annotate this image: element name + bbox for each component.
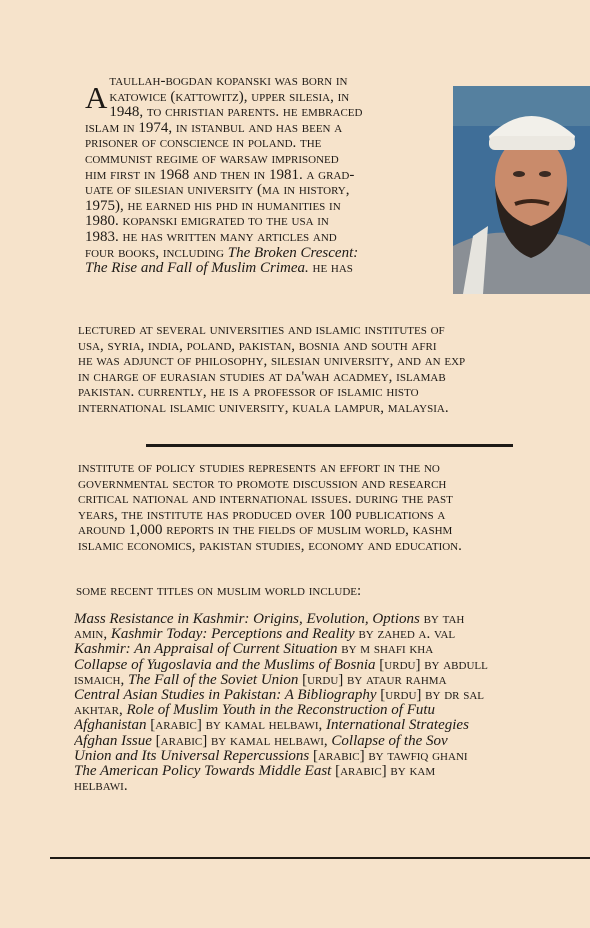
bio-line: he was adjunct of philosophy, silesian university, and an exp (78, 354, 466, 370)
book-title: The American Policy Towards Middle East (74, 764, 332, 780)
institute-description (78, 461, 590, 555)
title-entry-line (74, 658, 590, 673)
author-photo (453, 86, 590, 294)
book-title: Union and Its Universal Repercussions (74, 748, 310, 764)
bio-line: communist regime of warsaw imprisoned (85, 151, 339, 167)
title-author-text: [arabic] by kamal helbawi, (151, 733, 332, 749)
bio-line: pakistan. currently, he is a professor of islamic histo (78, 385, 419, 401)
bio-line (85, 246, 437, 262)
title-author-text: [arabic] by kamal helbawi, (146, 718, 327, 734)
book-title: The Rise and Fall of Muslim Crimea. (85, 261, 309, 277)
title-entry-line (74, 627, 590, 642)
bio-line: uate of silesian university (ma in history, (85, 183, 350, 199)
book-title: Central Asian Studies in Pakistan: A Bibliography (74, 688, 377, 704)
title-author-text: by zahed a. val (354, 627, 456, 643)
title-author-text: helbawi. (74, 779, 128, 795)
author-bio-top (85, 69, 437, 277)
title-author-text: [urdu] by abdull (375, 657, 488, 673)
title-author-text: by tah (419, 612, 465, 627)
bio-line: international islamic university, kuala lampur, malaysia. (78, 400, 449, 416)
bio-line: katowice (kattowitz), upper silesia, in (109, 89, 350, 105)
bio-line: 1980. kopanski emigrated to the usa in (85, 214, 329, 230)
book-title: Collapse of the Sov (331, 733, 448, 749)
bio-line (85, 261, 437, 277)
bio-line: 1983. he has written many articles and (85, 229, 337, 245)
book-title: Collapse of Yugoslavia and the Muslims of Bosnia (74, 657, 376, 673)
divider-rule (146, 444, 513, 447)
bio-line: islam in 1974, in istanbul and has been a (85, 120, 343, 136)
ips-line: years, the institute has produced over 100 publications a (78, 507, 446, 523)
book-title: Kashmir Today: Perceptions and Reality (110, 627, 355, 643)
title-entry-line (74, 764, 590, 779)
ips-line: around 1,000 reports in the fields of muslim world, kashm (78, 523, 453, 539)
title-author-text: by m shafi kha (337, 642, 434, 658)
title-entry-line (74, 734, 590, 749)
bio-line: 1948, to christian parents. he embraced (109, 105, 363, 121)
bio-line: prisoner of conscience in poland. the (85, 136, 322, 152)
ips-line: institute of policy studies represents an effort in the no (78, 461, 440, 476)
bio-line: lectured at several universities and islamic institutes of (78, 323, 445, 338)
title-entry-line (74, 642, 590, 657)
title-entry-line (74, 718, 590, 733)
bio-line: usa, syria, india, poland, pakistan, bosnia and south afri (78, 338, 437, 354)
book-title: Afghan Issue (74, 733, 152, 749)
book-title: Afghanistan (74, 718, 147, 734)
title-entry-line (74, 673, 590, 688)
bio-line: him first in 1968 and then in 1981. a grad- (85, 167, 355, 183)
title-author-text: [urdu] by ataur rahma (298, 672, 447, 688)
bottom-rule (50, 857, 590, 859)
book-title: International Strategies (326, 718, 469, 734)
book-title: The Broken Crescent: (227, 245, 359, 261)
title-author-text: akhtar, (74, 703, 127, 719)
recent-titles-list (74, 612, 590, 794)
title-entry-line (74, 703, 590, 718)
title-entry-line (74, 688, 590, 703)
author-portrait-image (453, 86, 590, 294)
title-author-text: amin, (74, 627, 111, 643)
title-entry-line (74, 779, 590, 794)
ips-line: critical national and international issues. during the past (78, 492, 453, 508)
book-title: Kashmir: An Appraisal of Current Situation (74, 642, 338, 658)
bio-line: in charge of eurasian studies at da'wah acadmey, islamab (78, 369, 446, 385)
title-author-text: [urdu] by dr sal (376, 688, 485, 704)
title-author-text: ismaich, (74, 672, 128, 688)
book-title: The Fall of the Soviet Union (127, 672, 299, 688)
bio-line-text: four books, including (85, 245, 224, 261)
book-title: Mass Resistance in Kashmir: Origins, Evolution, Options (74, 612, 420, 627)
author-bio-bottom (78, 323, 590, 417)
ips-line: islamic economics, pakistan studies, economy and education. (78, 538, 462, 554)
bio-line-text: he has (308, 261, 353, 277)
drop-cap: a (85, 69, 108, 118)
book-title: Role of Muslim Youth in the Reconstruction of Futu (126, 703, 436, 719)
ips-line: governmental sector to promote discussion and research (78, 476, 447, 492)
bio-line: 1975), he earned his phd in humanities in (85, 198, 341, 214)
title-author-text: [arabic] by kam (331, 764, 436, 780)
title-author-text: [arabic] by tawfiq ghani (309, 748, 468, 764)
bio-line: taullah-bogdan kopanski was born in (109, 74, 348, 89)
title-entry-line (74, 612, 590, 627)
titles-heading: some recent titles on muslim world include: (76, 583, 362, 599)
title-entry-line (74, 749, 590, 764)
